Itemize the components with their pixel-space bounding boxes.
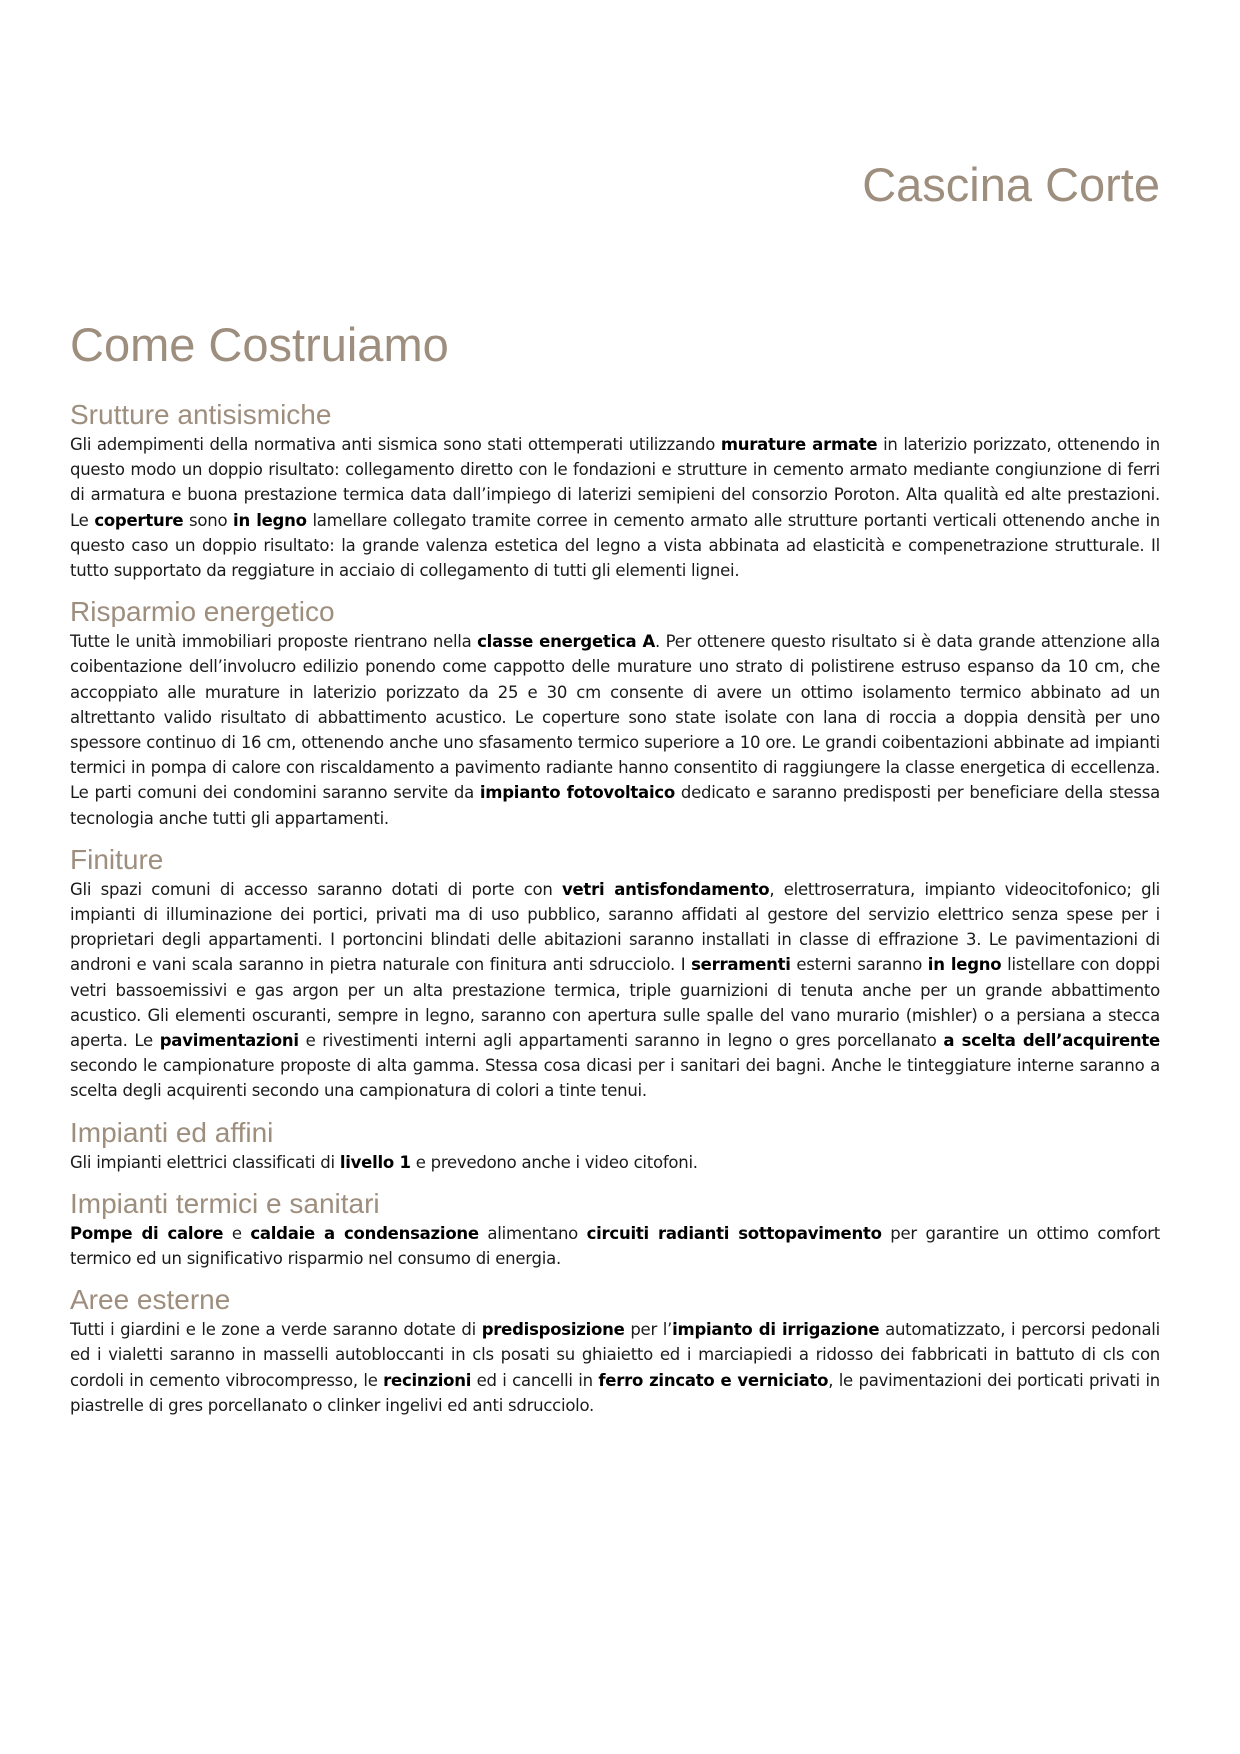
body-text: ed i cancelli in <box>471 1370 599 1390</box>
body-text: in laterizio porizzato, ottenendo in questo modo un doppio risultato: collegamento diretto con le fondazioni e strutture in cemento armato mediante congiunzione di ferri di armatura e buona prestazione termica data dall’impiego di laterizi semipieni del consorzio Poroton. Alta qualità ed alte prestazioni. Le <box>70 435 1160 530</box>
bold-text: pavimentazioni <box>159 1031 299 1051</box>
body-text: sono <box>183 510 234 530</box>
body-text: Tutti i giardini e le zone a verde saranno dotate di <box>70 1320 482 1340</box>
page-title: Come Costruiamo <box>70 318 449 371</box>
section-heading: Finiture <box>70 843 164 875</box>
section-strutture <box>70 398 1160 583</box>
section-impianti-termici <box>70 1187 1160 1271</box>
body-text: alimentano <box>478 1223 587 1243</box>
body-text: Gli spazi comuni di accesso saranno dotati di porte con <box>70 879 562 899</box>
body-text: , elettroserratura, impianto videocitofonico; gli impianti di illuminazione dei portici, privati ma di uso pubblico, saranno affidati al gestore del servizio elettrico senza spese per i proprietari degli appartamenti. I portoncini blindati delle abitazioni saranno installati in classe di effrazione 3. Le pavimentazioni di androni e vani scala saranno in pietra naturale con finitura anti sdrucciolo. I <box>70 879 1160 975</box>
bold-text: coperture <box>94 510 184 530</box>
brand-title: Cascina Corte <box>862 158 1160 211</box>
bold-text: vetri antisfondamento <box>561 879 770 899</box>
body-text: e prevedono anche i video citofoni. <box>410 1152 698 1172</box>
body-text: Tutte le unità immobiliari proposte rientrano nella <box>70 632 478 652</box>
bold-text: in legno <box>233 510 307 530</box>
section-heading: Srutture antisismiche <box>70 399 332 430</box>
section-heading: Risparmio energetico <box>70 596 335 628</box>
body-text: . Per ottenere questo risultato si è data grande attenzione alla coibentazione dell’involucro edilizio ponendo come cappotto delle murature uno strato di polistirene estruso espanso da 10 cm, che accoppiato alle murature in laterizio porizzato da 25 e 30 cm consente di avere un ottimo isolamento termico abbinato ad un altrettanto valido risultato di abbattimento acustico. Le coperture sono state isolate con lana di roccia a doppia densità per uno spessore continuo di 16 cm, ottenendo anche uno sfasamento termico superiore a 10 ore. Le grandi coibentazioni abbinate ad impianti termici in pompa di calore con riscaldamento a pavimento radiante hanno consentito di raggiungere la classe energetica di eccellenza. Le parti comuni dei condomini saranno servite da <box>70 632 1160 803</box>
bold-text: impianto di irrigazione <box>672 1320 880 1340</box>
bold-text: a scelta dell’acquirente <box>943 1031 1160 1051</box>
section-body <box>70 1150 1160 1175</box>
bold-text: livello 1 <box>339 1152 411 1172</box>
bold-text: murature armate <box>720 435 878 454</box>
body-text: esterni saranno <box>790 955 928 975</box>
section-body <box>70 629 1160 831</box>
section-heading: Aree esterne <box>70 1284 231 1316</box>
bold-text: ferro zincato e verniciato <box>598 1370 829 1390</box>
section-body <box>70 432 1160 583</box>
body-text: , le pavimentazioni dei porticati privati in piastrelle di gres porcellanato o clinker ingelivi ed anti sdrucciolo. <box>70 1370 1161 1415</box>
body-text: e rivestimenti interni agli appartamenti saranno in legno o gres porcellanato <box>298 1031 944 1051</box>
bold-text: caldaie a condensazione <box>250 1223 479 1243</box>
body-text: Gli adempimenti della normativa anti sismica sono stati ottemperati utilizzando <box>70 435 721 454</box>
content <box>70 398 1160 1430</box>
section-finiture <box>70 843 1160 1104</box>
body-text: secondo le campionature proposte di alta gamma. Stessa cosa dicasi per i sanitari dei bagni. Anche le tinteggiature interne saranno a scelta degli acquirenti secondo una campionatura di colori a tinte tenui. <box>70 1056 1160 1101</box>
section-body <box>70 877 1160 1104</box>
body-text: dedicato e saranno predisposti per beneficiare della stessa tecnologia anche tutti gli appartamenti. <box>70 783 1160 828</box>
body-text: e <box>223 1223 251 1243</box>
body-text: per garantire un ottimo comfort termico ed un significativo risparmio nel consumo di energia. <box>70 1223 1160 1269</box>
bold-text: serramenti <box>691 955 791 975</box>
section-body <box>70 1221 1160 1271</box>
section-body <box>70 1317 1160 1418</box>
section-heading: Impianti ed affini <box>70 1116 274 1148</box>
bold-text: in legno <box>927 955 1002 975</box>
bold-text: impianto fotovoltaico <box>479 783 675 803</box>
bold-text: circuiti radianti sottopavimento <box>586 1223 882 1243</box>
body-text: listellare con doppi vetri bassoemissivi e gas argon per un alta prestazione termica, triple guarnizioni di tenuta anche per un grande abbattimento acustico. Gli elementi oscuranti, sempre in legno, saranno con apertura sulle spalle del vano murario (mishler) o a persiana a stecca aperta. Le <box>70 955 1160 1051</box>
bold-text: recinzioni <box>383 1370 472 1390</box>
section-aree-esterne <box>70 1283 1160 1418</box>
section-heading: Impianti termici e sanitari <box>70 1187 380 1219</box>
body-text: automatizzato, i percorsi pedonali ed i vialetti saranno in masselli autobloccanti in cls posati su ghiaietto ed i marciapiedi a ridosso dei fabbricati in battuto di cls con cordoli in cemento vibrocompresso, le <box>70 1320 1160 1390</box>
section-risparmio <box>70 595 1160 831</box>
body-text: per l’ <box>624 1320 673 1340</box>
bold-text: predisposizione <box>481 1320 625 1340</box>
body-text: Gli impianti elettrici classificati di <box>70 1152 340 1172</box>
body-text: lamellare collegato tramite corree in cemento armato alle strutture portanti verticali ottenendo anche in questo caso un doppio risultato: la grande valenza estetica del legno a vista abbinata ad elasticità e compenetrazione strutturale. Il tutto supportato da reggiature in acciaio di collegamento di tutti gli elementi lignei. <box>70 510 1160 581</box>
section-impianti <box>70 1116 1160 1175</box>
bold-text: Pompe di calore <box>70 1223 224 1243</box>
bold-text: classe energetica A <box>477 632 656 652</box>
